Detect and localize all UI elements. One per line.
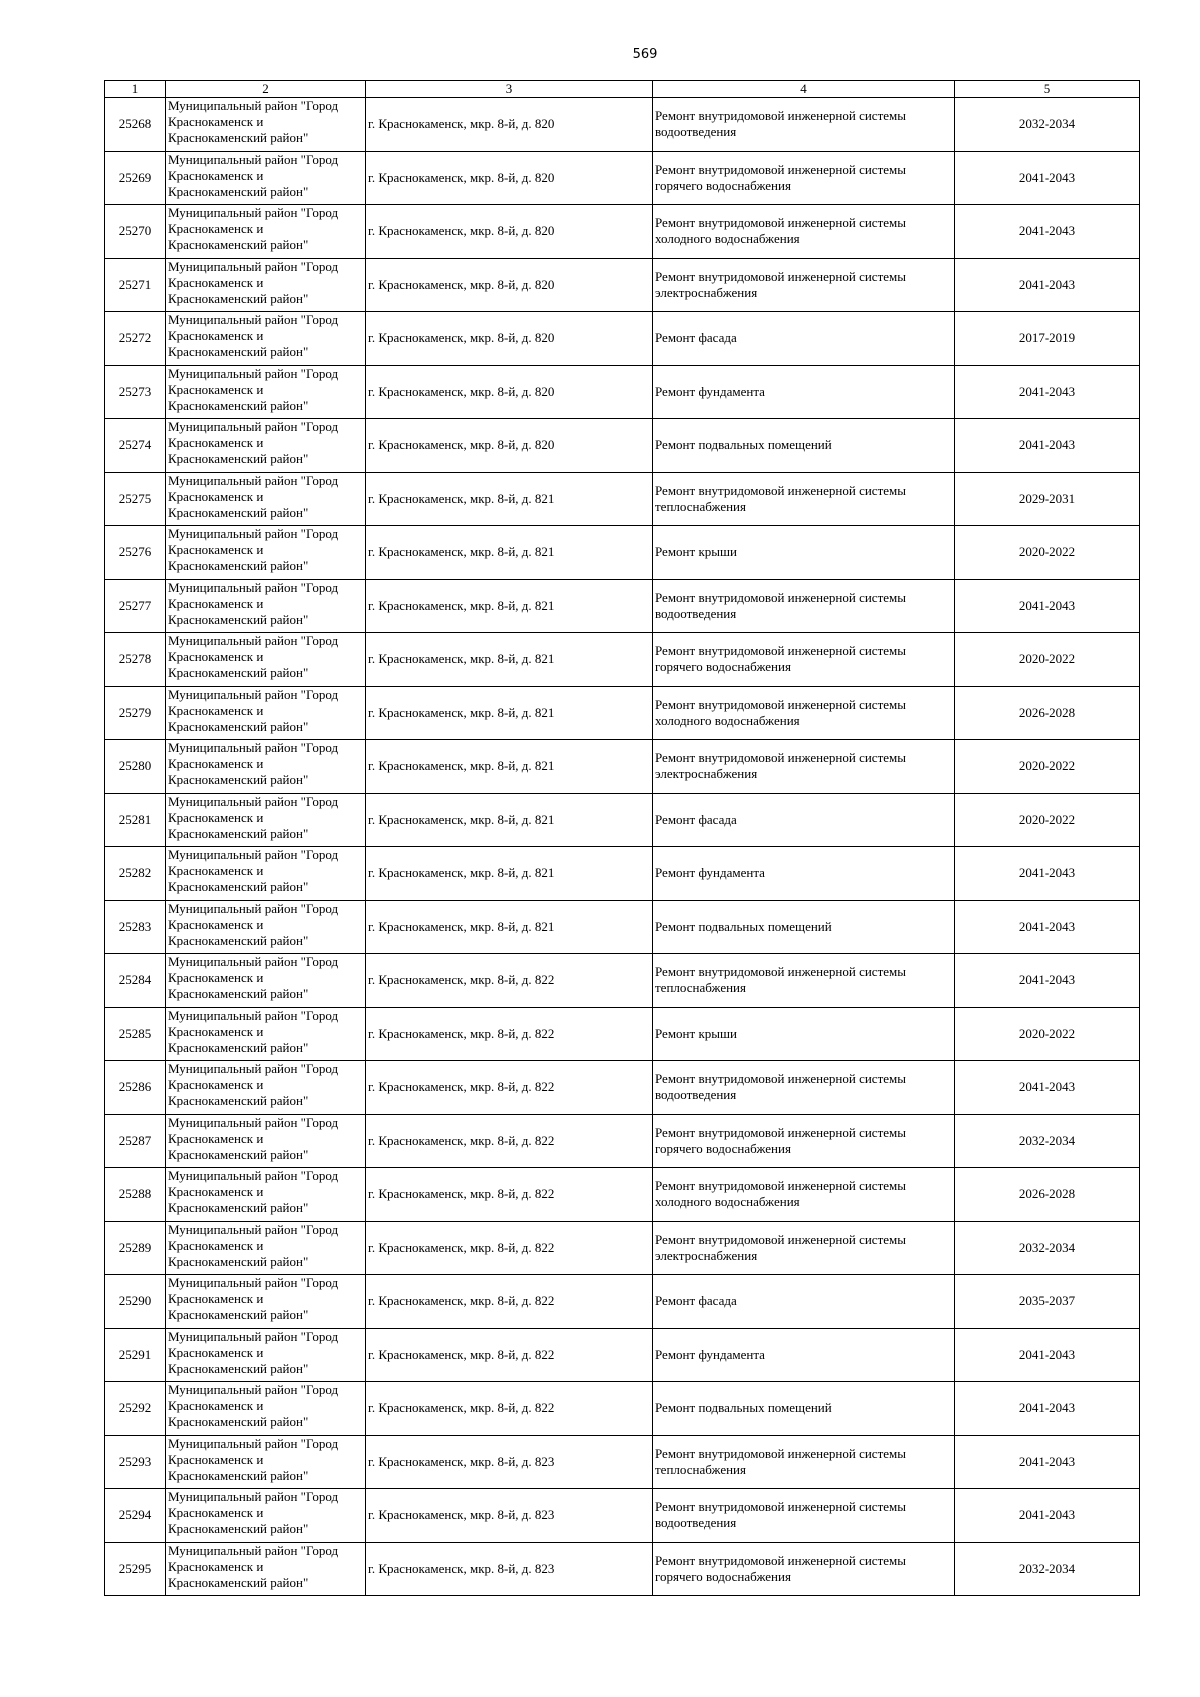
row-number: 25282 (105, 847, 166, 901)
row-number: 25268 (105, 98, 166, 152)
work-type-cell: Ремонт внутридомовой инженерной системы водоотведения (653, 1061, 955, 1115)
address-cell: г. Краснокаменск, мкр. 8-й, д. 822 (366, 1275, 653, 1329)
table-row (105, 1435, 1140, 1489)
table-row (105, 579, 1140, 633)
period-cell: 2026-2028 (955, 1168, 1140, 1222)
table-row (105, 633, 1140, 687)
work-type-cell: Ремонт внутридомовой инженерной системы водоотведения (653, 98, 955, 152)
period-cell: 2032-2034 (955, 1114, 1140, 1168)
row-number: 25280 (105, 740, 166, 794)
municipality-cell: Муниципальный район "Город Краснокаменск и Краснокаменский район" (166, 1221, 366, 1275)
work-type-cell: Ремонт крыши (653, 1007, 955, 1061)
work-type-cell: Ремонт внутридомовой инженерной системы водоотведения (653, 579, 955, 633)
work-type-cell: Ремонт внутридомовой инженерной системы теплоснабжения (653, 472, 955, 526)
address-cell: г. Краснокаменск, мкр. 8-й, д. 822 (366, 1007, 653, 1061)
row-number: 25269 (105, 151, 166, 205)
work-type-cell: Ремонт подвальных помещений (653, 419, 955, 473)
table-row (105, 526, 1140, 580)
work-type-cell: Ремонт подвальных помещений (653, 1382, 955, 1436)
table-row (105, 472, 1140, 526)
period-cell: 2020-2022 (955, 1007, 1140, 1061)
period-cell: 2041-2043 (955, 1382, 1140, 1436)
work-type-cell: Ремонт крыши (653, 526, 955, 580)
address-cell: г. Краснокаменск, мкр. 8-й, д. 821 (366, 740, 653, 794)
address-cell: г. Краснокаменск, мкр. 8-й, д. 822 (366, 954, 653, 1008)
work-type-cell: Ремонт подвальных помещений (653, 900, 955, 954)
period-cell: 2041-2043 (955, 1435, 1140, 1489)
municipality-cell: Муниципальный район "Город Краснокаменск и Краснокаменский район" (166, 1007, 366, 1061)
period-cell: 2041-2043 (955, 205, 1140, 259)
row-number: 25276 (105, 526, 166, 580)
municipality-cell: Муниципальный район "Город Краснокаменск и Краснокаменский район" (166, 1382, 366, 1436)
municipality-cell: Муниципальный район "Город Краснокаменск и Краснокаменский район" (166, 1168, 366, 1222)
row-number: 25273 (105, 365, 166, 419)
work-type-cell: Ремонт внутридомовой инженерной системы теплоснабжения (653, 1435, 955, 1489)
row-number: 25288 (105, 1168, 166, 1222)
address-cell: г. Краснокаменск, мкр. 8-й, д. 820 (366, 312, 653, 366)
period-cell: 2020-2022 (955, 793, 1140, 847)
column-header-4: 4 (653, 81, 955, 98)
row-number: 25274 (105, 419, 166, 473)
work-type-cell: Ремонт фасада (653, 793, 955, 847)
period-cell: 2041-2043 (955, 151, 1140, 205)
period-cell: 2041-2043 (955, 954, 1140, 1008)
column-header-2: 2 (166, 81, 366, 98)
municipality-cell: Муниципальный район "Город Краснокаменск и Краснокаменский район" (166, 1114, 366, 1168)
period-cell: 2041-2043 (955, 1489, 1140, 1543)
address-cell: г. Краснокаменск, мкр. 8-й, д. 821 (366, 900, 653, 954)
row-number: 25295 (105, 1542, 166, 1596)
row-number: 25290 (105, 1275, 166, 1329)
municipality-cell: Муниципальный район "Город Краснокаменск и Краснокаменский район" (166, 633, 366, 687)
address-cell: г. Краснокаменск, мкр. 8-й, д. 821 (366, 847, 653, 901)
period-cell: 2041-2043 (955, 900, 1140, 954)
row-number: 25281 (105, 793, 166, 847)
municipality-cell: Муниципальный район "Город Краснокаменск и Краснокаменский район" (166, 954, 366, 1008)
address-cell: г. Краснокаменск, мкр. 8-й, д. 821 (366, 472, 653, 526)
period-cell: 2041-2043 (955, 847, 1140, 901)
row-number: 25289 (105, 1221, 166, 1275)
table-row (105, 1221, 1140, 1275)
period-cell: 2041-2043 (955, 1061, 1140, 1115)
work-type-cell: Ремонт внутридомовой инженерной системы холодного водоснабжения (653, 1168, 955, 1222)
municipality-cell: Муниципальный район "Город Краснокаменск и Краснокаменский район" (166, 1275, 366, 1329)
column-header-5: 5 (955, 81, 1140, 98)
work-type-cell: Ремонт внутридомовой инженерной системы горячего водоснабжения (653, 1114, 955, 1168)
address-cell: г. Краснокаменск, мкр. 8-й, д. 821 (366, 686, 653, 740)
period-cell: 2026-2028 (955, 686, 1140, 740)
address-cell: г. Краснокаменск, мкр. 8-й, д. 821 (366, 633, 653, 687)
address-cell: г. Краснокаменск, мкр. 8-й, д. 820 (366, 98, 653, 152)
row-number: 25272 (105, 312, 166, 366)
table-row (105, 205, 1140, 259)
work-type-cell: Ремонт внутридомовой инженерной системы электроснабжения (653, 740, 955, 794)
municipality-cell: Муниципальный район "Город Краснокаменск и Краснокаменский район" (166, 740, 366, 794)
table-row (105, 954, 1140, 1008)
row-number: 25286 (105, 1061, 166, 1115)
address-cell: г. Краснокаменск, мкр. 8-й, д. 821 (366, 526, 653, 580)
table-row (105, 419, 1140, 473)
address-cell: г. Краснокаменск, мкр. 8-й, д. 820 (366, 365, 653, 419)
table-row (105, 258, 1140, 312)
municipality-cell: Муниципальный район "Город Краснокаменск и Краснокаменский район" (166, 419, 366, 473)
repair-schedule-table (104, 80, 1140, 1596)
work-type-cell: Ремонт фасада (653, 1275, 955, 1329)
table-row (105, 1382, 1140, 1436)
municipality-cell: Муниципальный район "Город Краснокаменск и Краснокаменский район" (166, 98, 366, 152)
work-type-cell: Ремонт внутридомовой инженерной системы горячего водоснабжения (653, 151, 955, 205)
address-cell: г. Краснокаменск, мкр. 8-й, д. 820 (366, 419, 653, 473)
municipality-cell: Муниципальный район "Город Краснокаменск и Краснокаменский район" (166, 151, 366, 205)
address-cell: г. Краснокаменск, мкр. 8-й, д. 823 (366, 1435, 653, 1489)
municipality-cell: Муниципальный район "Город Краснокаменск и Краснокаменский район" (166, 1061, 366, 1115)
work-type-cell: Ремонт фундамента (653, 1328, 955, 1382)
table-row (105, 900, 1140, 954)
municipality-cell: Муниципальный район "Город Краснокаменск и Краснокаменский район" (166, 686, 366, 740)
municipality-cell: Муниципальный район "Город Краснокаменск и Краснокаменский район" (166, 258, 366, 312)
period-cell: 2032-2034 (955, 1221, 1140, 1275)
municipality-cell: Муниципальный район "Город Краснокаменск и Краснокаменский район" (166, 1328, 366, 1382)
row-number: 25283 (105, 900, 166, 954)
table-row (105, 686, 1140, 740)
table-row (105, 365, 1140, 419)
address-cell: г. Краснокаменск, мкр. 8-й, д. 822 (366, 1114, 653, 1168)
address-cell: г. Краснокаменск, мкр. 8-й, д. 823 (366, 1542, 653, 1596)
row-number: 25278 (105, 633, 166, 687)
row-number: 25292 (105, 1382, 166, 1436)
column-header-3: 3 (366, 81, 653, 98)
address-cell: г. Краснокаменск, мкр. 8-й, д. 820 (366, 258, 653, 312)
period-cell: 2032-2034 (955, 98, 1140, 152)
table-row (105, 1542, 1140, 1596)
work-type-cell: Ремонт фундамента (653, 365, 955, 419)
municipality-cell: Муниципальный район "Город Краснокаменск и Краснокаменский район" (166, 847, 366, 901)
address-cell: г. Краснокаменск, мкр. 8-й, д. 820 (366, 205, 653, 259)
column-header-1: 1 (105, 81, 166, 98)
row-number: 25271 (105, 258, 166, 312)
work-type-cell: Ремонт внутридомовой инженерной системы горячего водоснабжения (653, 1542, 955, 1596)
address-cell: г. Краснокаменск, мкр. 8-й, д. 821 (366, 793, 653, 847)
table-row (105, 1007, 1140, 1061)
table-row (105, 740, 1140, 794)
municipality-cell: Муниципальный район "Город Краснокаменск и Краснокаменский район" (166, 579, 366, 633)
municipality-cell: Муниципальный район "Город Краснокаменск и Краснокаменский район" (166, 793, 366, 847)
row-number: 25291 (105, 1328, 166, 1382)
address-cell: г. Краснокаменск, мкр. 8-й, д. 822 (366, 1382, 653, 1436)
municipality-cell: Муниципальный район "Город Краснокаменск и Краснокаменский район" (166, 1489, 366, 1543)
table-row (105, 1489, 1140, 1543)
page-number: 569 (632, 47, 658, 62)
work-type-cell: Ремонт внутридомовой инженерной системы водоотведения (653, 1489, 955, 1543)
table-row (105, 1328, 1140, 1382)
period-cell: 2020-2022 (955, 633, 1140, 687)
work-type-cell: Ремонт внутридомовой инженерной системы горячего водоснабжения (653, 633, 955, 687)
row-number: 25275 (105, 472, 166, 526)
municipality-cell: Муниципальный район "Город Краснокаменск и Краснокаменский район" (166, 472, 366, 526)
row-number: 25279 (105, 686, 166, 740)
address-cell: г. Краснокаменск, мкр. 8-й, д. 823 (366, 1489, 653, 1543)
address-cell: г. Краснокаменск, мкр. 8-й, д. 822 (366, 1221, 653, 1275)
table-row (105, 98, 1140, 152)
address-cell: г. Краснокаменск, мкр. 8-й, д. 821 (366, 579, 653, 633)
work-type-cell: Ремонт внутридомовой инженерной системы холодного водоснабжения (653, 686, 955, 740)
municipality-cell: Муниципальный район "Город Краснокаменск и Краснокаменский район" (166, 900, 366, 954)
address-cell: г. Краснокаменск, мкр. 8-й, д. 820 (366, 151, 653, 205)
table-row (105, 1114, 1140, 1168)
table-row (105, 151, 1140, 205)
address-cell: г. Краснокаменск, мкр. 8-й, д. 822 (366, 1061, 653, 1115)
table-row (105, 1168, 1140, 1222)
row-number: 25277 (105, 579, 166, 633)
municipality-cell: Муниципальный район "Город Краснокаменск и Краснокаменский район" (166, 365, 366, 419)
period-cell: 2020-2022 (955, 526, 1140, 580)
period-cell: 2017-2019 (955, 312, 1140, 366)
table-row (105, 793, 1140, 847)
work-type-cell: Ремонт внутридомовой инженерной системы электроснабжения (653, 1221, 955, 1275)
work-type-cell: Ремонт внутридомовой инженерной системы электроснабжения (653, 258, 955, 312)
period-cell: 2041-2043 (955, 258, 1140, 312)
municipality-cell: Муниципальный район "Город Краснокаменск и Краснокаменский район" (166, 1542, 366, 1596)
row-number: 25285 (105, 1007, 166, 1061)
work-type-cell: Ремонт фундамента (653, 847, 955, 901)
address-cell: г. Краснокаменск, мкр. 8-й, д. 822 (366, 1328, 653, 1382)
row-number: 25284 (105, 954, 166, 1008)
period-cell: 2041-2043 (955, 419, 1140, 473)
period-cell: 2041-2043 (955, 1328, 1140, 1382)
table-body (105, 98, 1140, 1596)
municipality-cell: Муниципальный район "Город Краснокаменск и Краснокаменский район" (166, 205, 366, 259)
municipality-cell: Муниципальный район "Город Краснокаменск и Краснокаменский район" (166, 312, 366, 366)
period-cell: 2029-2031 (955, 472, 1140, 526)
address-cell: г. Краснокаменск, мкр. 8-й, д. 822 (366, 1168, 653, 1222)
period-cell: 2032-2034 (955, 1542, 1140, 1596)
table-header (105, 81, 1140, 98)
work-type-cell: Ремонт внутридомовой инженерной системы холодного водоснабжения (653, 205, 955, 259)
table-row (105, 312, 1140, 366)
row-number: 25294 (105, 1489, 166, 1543)
period-cell: 2041-2043 (955, 365, 1140, 419)
row-number: 25270 (105, 205, 166, 259)
work-type-cell: Ремонт внутридомовой инженерной системы теплоснабжения (653, 954, 955, 1008)
row-number: 25287 (105, 1114, 166, 1168)
municipality-cell: Муниципальный район "Город Краснокаменск и Краснокаменский район" (166, 526, 366, 580)
table-row (105, 1061, 1140, 1115)
header-row (105, 81, 1140, 98)
period-cell: 2020-2022 (955, 740, 1140, 794)
table-row (105, 847, 1140, 901)
period-cell: 2035-2037 (955, 1275, 1140, 1329)
period-cell: 2041-2043 (955, 579, 1140, 633)
table-row (105, 1275, 1140, 1329)
row-number: 25293 (105, 1435, 166, 1489)
work-type-cell: Ремонт фасада (653, 312, 955, 366)
municipality-cell: Муниципальный район "Город Краснокаменск и Краснокаменский район" (166, 1435, 366, 1489)
